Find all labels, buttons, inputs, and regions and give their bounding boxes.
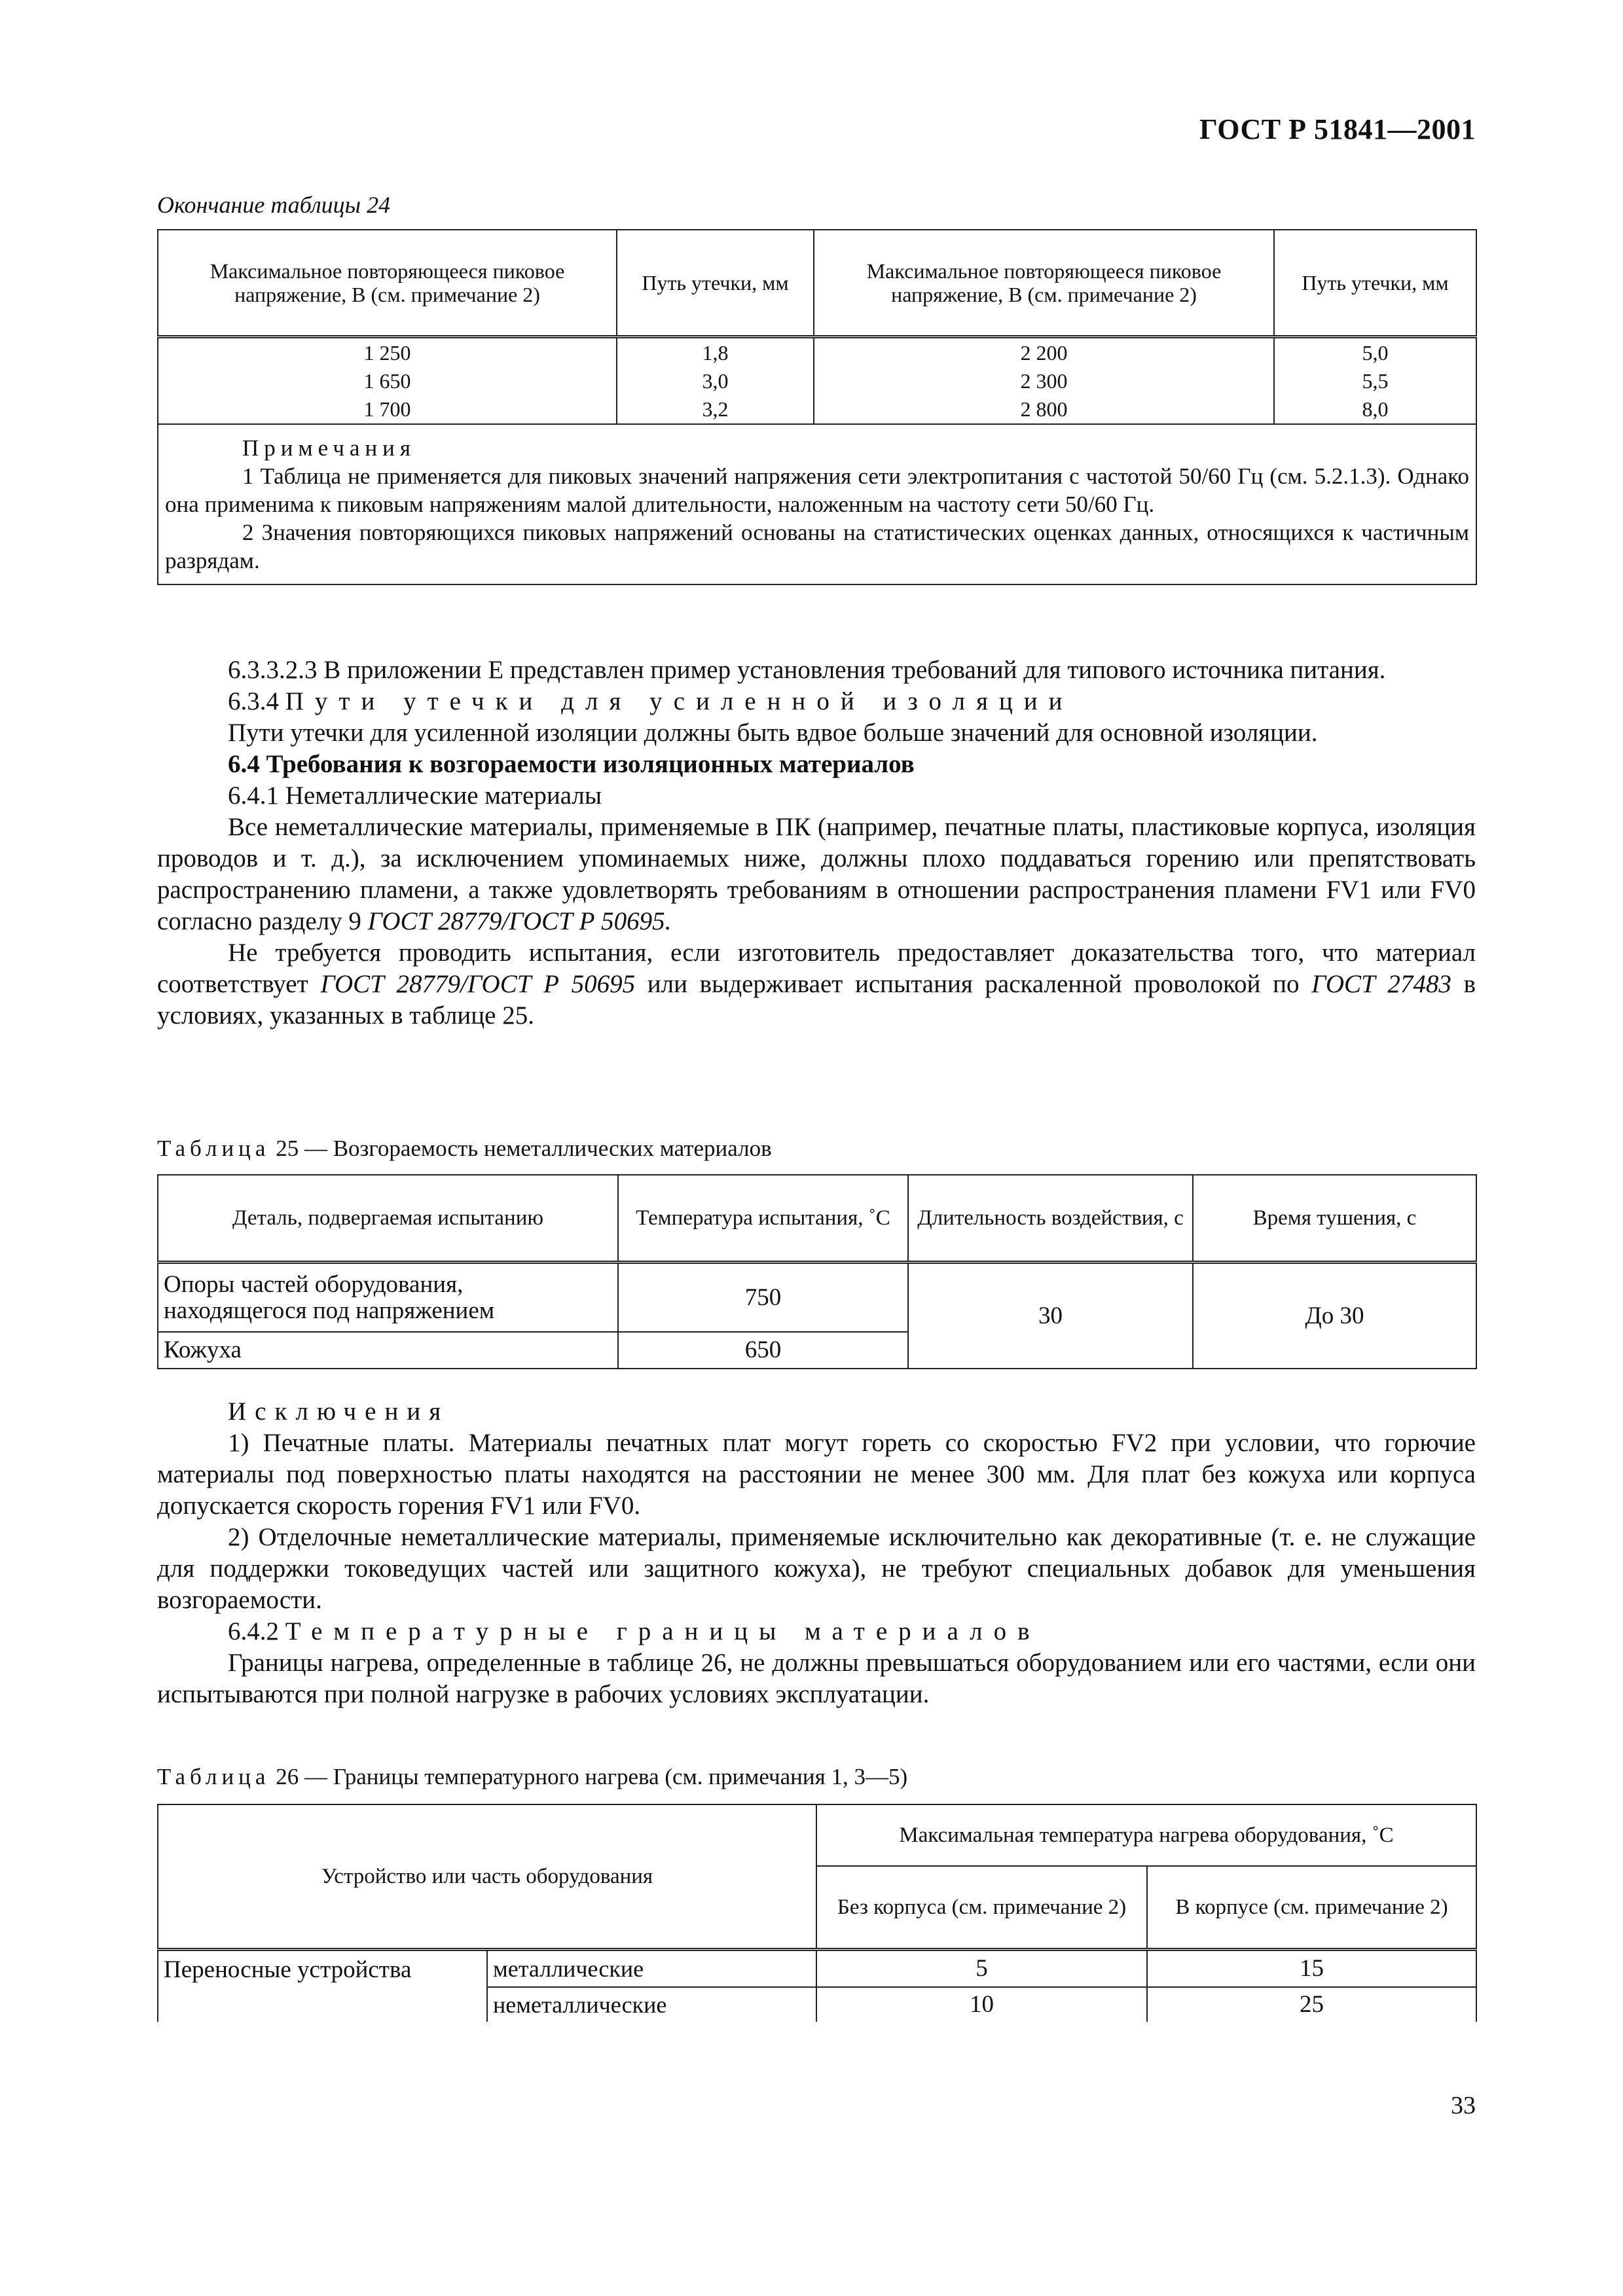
t26-row2-no-case: 10 [816, 1987, 1147, 2022]
heading-6-4-1: 6.4.1 Неметаллические материалы [228, 781, 602, 810]
table26-caption [157, 1764, 907, 1790]
t24-header-voltage-2: Максимальное повторяющееся пиковое напряжение, В (см. примечание 2) [814, 230, 1274, 337]
t24-cell: 1 700 [363, 397, 411, 421]
t26-header-max-temp: Максимальная температура нагрева оборудования, ˚С [816, 1804, 1476, 1866]
t26-header-device: Устройство или часть оборудования [158, 1804, 816, 1950]
heading-6-3-4-title: Пути утечки для усиленной изоляции [285, 687, 1074, 715]
table26-title: 26 — Границы температурного нагрева (см. примечания 1, 3—5) [270, 1764, 908, 1789]
t25-row1-part: Опоры частей оборудования, находящегося под напряжением [158, 1263, 618, 1333]
t24-cell: 3,0 [702, 368, 729, 393]
gost-ref: ГОСТ 28779/ГОСТ Р 50695. [367, 907, 672, 935]
t24-cell: 1,8 [702, 340, 729, 365]
p6-4-1-b-text-2: или выдерживает испытания раскаленной проволокой по [635, 970, 1312, 998]
t24-cell: 2 300 [1020, 368, 1068, 393]
table25-caption [157, 1136, 772, 1162]
p6-4-1-b-text-3: в условиях, указанных в таблице 25. [157, 970, 1476, 1030]
document-code: ГОСТ Р 51841—2001 [1199, 113, 1476, 145]
paragraph-6-4-1-a [157, 812, 1476, 937]
t25-extinguish: До 30 [1193, 1263, 1476, 1369]
page-number: 33 [1451, 2092, 1476, 2119]
t26-header-no-case: Без корпуса (см. примечание 2) [816, 1866, 1147, 1950]
paragraph-6-4-1-b [157, 937, 1476, 1031]
p6-4-1-b-text-1: Не требуется проводить испытания, если изготовитель предоставляет доказательства того, что материал соответствует [157, 939, 1476, 998]
t26-row2-case: 25 [1147, 1987, 1476, 2022]
table26-label: Таблица [157, 1764, 270, 1789]
t24-cell: 8,0 [1362, 397, 1389, 421]
t25-row2-temp: 650 [618, 1332, 908, 1369]
t25-header-part: Деталь, подвергаемая испытанию [158, 1175, 618, 1263]
t24-col-creepage-1 [617, 337, 814, 425]
p6-4-1-a-text: Все неметаллические материалы, применяемые в ПК (например, печатные платы, пластиковые корпуса, изоляция проводов и т. д.), за исключением упоминаемых ниже, должны плохо поддаваться горению или препятствовать распространению пламени, а также удовлетворять требованиям в отношении распространения пламени FV1 или FV0 согласно разделу 9 [157, 813, 1476, 935]
table-25 [157, 1174, 1477, 1369]
t24-cell: 2 200 [1020, 340, 1068, 365]
t25-duration: 30 [908, 1263, 1193, 1369]
t24-cell: 2 800 [1020, 397, 1068, 421]
t26-header-case: В корпусе (см. примечание 2) [1147, 1866, 1476, 1950]
t26-row1-no-case: 5 [816, 1950, 1147, 1988]
gost-ref: ГОСТ 28779/ГОСТ Р 50695 [320, 970, 636, 998]
t24-col-creepage-2 [1274, 337, 1476, 425]
t24-note-1: 1 Таблица не применяется для пиковых значений напряжения сети электропитания с частотой 50/60 Гц (см. 5.2.1.3). Однако она применима к пиковым напряжениям малой длительности, наложенным на частоту сети 50/60 Гц. [165, 463, 1469, 517]
t24-cell: 3,2 [702, 397, 729, 421]
exception-2: 2) Отделочные неметаллические материалы, применяемые исключительно как декоративные (т. е. не служащие для поддержки токоведущих частей или защитного кожуха), не требуют специальных добавок для уменьшения возгораемости. [157, 1523, 1476, 1614]
t24-cell: 1 650 [363, 368, 411, 393]
t24-header-creepage-2: Путь утечки, мм [1274, 230, 1476, 337]
t26-group-portable: Переносные устройства [158, 1950, 487, 2022]
heading-6-4-2 [157, 1616, 1476, 1647]
exception-1: 1) Печатные платы. Материалы печатных плат могут гореть со скоростью FV2 при условии, что горючие материалы под поверхностью платы находятся на расстоянии не менее 300 мм. Для плат без кожуха или корпуса допускается скорость горения FV1 или FV0. [157, 1429, 1476, 1520]
t24-cell: 5,0 [1362, 340, 1389, 365]
t24-header-creepage-1: Путь утечки, мм [617, 230, 814, 337]
heading-6-3-4-number: 6.3.4 [228, 687, 279, 715]
heading-6-4-2-title: Температурные границы материалов [285, 1617, 1041, 1645]
heading-6-4-2-number: 6.4.2 [228, 1617, 279, 1645]
t24-cell: 5,5 [1362, 368, 1389, 393]
gost-ref: ГОСТ 27483 [1311, 970, 1451, 998]
table25-title: 25 — Возгораемость неметаллических материалов [270, 1136, 772, 1161]
t25-header-temp: Температура испытания, ˚С [618, 1175, 908, 1263]
table24-caption: Окончание таблицы 24 [157, 192, 391, 218]
exceptions-title: Исключения [228, 1397, 450, 1426]
t24-col-voltage-2 [814, 337, 1274, 425]
t24-col-voltage-1 [158, 337, 617, 425]
heading-6-3-4 [157, 686, 1476, 717]
t25-row2-part: Кожуха [158, 1332, 618, 1369]
t26-row2-material: неметаллические [487, 1987, 816, 2022]
paragraph-6-3-4: Пути утечки для усиленной изоляции должны быть вдвое больше значений для основной изоляции. [228, 719, 1318, 747]
t25-header-extinguish: Время тушения, с [1193, 1175, 1476, 1263]
t24-header-voltage-1: Максимальное повторяющееся пиковое напряжение, В (см. примечание 2) [158, 230, 617, 337]
table-26 [157, 1804, 1477, 2022]
body-text-exceptions [157, 1396, 1476, 1710]
paragraph-6-4-2: Границы нагрева, определенные в таблице 26, не должны превышаться оборудованием или его частями, если они испытываются при полной нагрузке в рабочих условиях эксплуатации. [157, 1649, 1476, 1708]
t24-notes-title: Примечания [242, 435, 416, 461]
t25-row1-temp: 750 [618, 1263, 908, 1333]
table-24 [157, 229, 1477, 585]
t24-note-2: 2 Значения повторяющихся пиковых напряжений основаны на статистических оценках данных, относящихся к частичным разрядам. [165, 520, 1469, 573]
t24-notes [158, 424, 1476, 584]
t25-header-duration: Длительность воздействия, с [908, 1175, 1193, 1263]
table25-label: Таблица [157, 1136, 270, 1161]
t26-row1-material: металлические [487, 1950, 816, 1988]
paragraph-6-3-3-2-3: 6.3.3.2.3 В приложении Е представлен пример установления требований для типового источника питания. [228, 656, 1386, 684]
heading-6-4: 6.4 Требования к возгораемости изоляционных материалов [228, 750, 915, 778]
body-text-section-6-3-6-4 [157, 655, 1476, 1031]
t26-row1-case: 15 [1147, 1950, 1476, 1988]
t24-cell: 1 250 [363, 340, 411, 365]
